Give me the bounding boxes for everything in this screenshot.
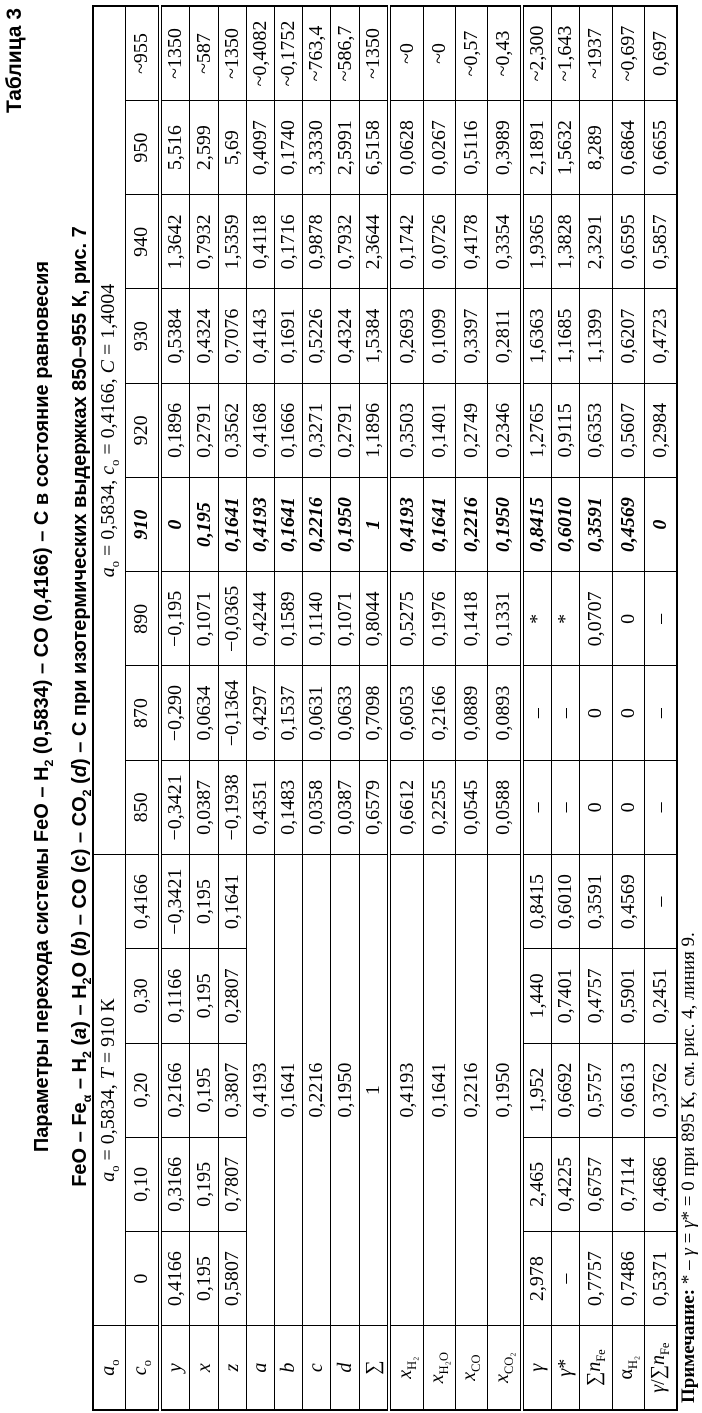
table-cell: 1,5632 [552,100,580,194]
table-cell: 0,4244 [246,572,274,666]
table-cell: 0 [612,666,644,760]
table-cell: 1,5359 [218,195,246,289]
table-cell: 0,5116 [455,100,487,194]
table-cell: 1,1896 [359,383,389,477]
table-cell: ~0,4082 [246,6,274,100]
table-cell: 0,4757 [580,949,612,1043]
table-cell: 2,465 [522,1137,552,1231]
merged-cell: 1 [359,854,389,1325]
table-cell: 0,2451 [644,949,677,1043]
table-cell: 0,5371 [644,1232,677,1326]
table-cell: 0,2807 [218,949,246,1043]
table-cell: 0,2166 [423,666,455,760]
column-header: 0,4166 [126,854,160,948]
table-cell: 0,1716 [275,195,303,289]
row-label-x-CO: $x_{CO}$ [455,1326,487,1410]
table-cell: 0,6579 [359,760,389,854]
table-row-gamma-over-sum-n-Fe [644,6,677,1410]
table-cell: 8,289 [580,100,612,194]
table-cell: 0,3591 [580,854,612,948]
table-row-x [190,6,218,1410]
table-cell: – [644,666,677,760]
table-cell: 0,1641 [218,854,246,948]
table-cell: 0,2216 [303,477,331,571]
table-cell: 2,5991 [331,100,359,194]
column-header: 890 [126,572,160,666]
table-row-b [275,6,303,1410]
data-table [92,5,678,1411]
table-cell: −0,3421 [160,760,190,854]
table-cell: 0,1896 [160,383,190,477]
row-label-c0: $c_o$ [126,1326,160,1410]
header-row-groups [93,6,126,1410]
table-cell: 0,1071 [331,572,359,666]
table-row-x-CO [455,6,487,1410]
table-row-sum [359,6,389,1410]
table-cell: 0,0628 [389,100,423,194]
table-title-line1: Параметры перехода системы FeO – $H_2$ (0,5834) – CO (0,4166) – C в состояние равновесия [31,260,56,1153]
group2-header: $a_o = 0,5834$, $c_o = 0,4166$, C = 1,4004 [93,6,126,854]
table-cell: 0,1976 [423,572,455,666]
table-cell: 0,7932 [190,195,218,289]
table-cell: 1,5384 [359,289,389,383]
table-cell: ~1350 [218,6,246,100]
table-cell: 0,6595 [612,195,644,289]
row-label-x-H2: $x_{H_2}$ [389,1326,423,1410]
table-cell: 0,1483 [275,760,303,854]
merged-cell: 0,1641 [423,854,455,1325]
table-cell: 0,2811 [488,289,522,383]
table-cell: – [552,1232,580,1326]
table-row-c [303,6,331,1410]
table-cell: ~0,43 [488,6,522,100]
table-cell: −0,0365 [218,572,246,666]
table-cell: 0,3503 [389,383,423,477]
table-cell: 0,0633 [331,666,359,760]
table-cell: 0,195 [190,854,218,948]
table-cell: 0,1641 [218,477,246,571]
table-cell: 0,5807 [218,1232,246,1326]
table-row-alpha-H2 [612,6,644,1410]
table-cell: * [522,572,552,666]
header-row-columns [126,6,160,1410]
merged-cell: 0,2216 [303,854,331,1325]
table-cell: 0,1742 [389,195,423,289]
table-cell: 0,4118 [246,195,274,289]
table-cell: 3,3330 [303,100,331,194]
column-header: 0,20 [126,1043,160,1137]
table-cell: 0,7401 [552,949,580,1043]
table-cell: 0,3591 [580,477,612,571]
table-footnote: Примечание: * – γ = γ* = 0 при 895 К, см. рис. 4, линия 9. [678,932,699,1403]
table-cell: 1,2765 [522,383,552,477]
table-row-a [246,6,274,1410]
table-cell: 0,0889 [455,666,487,760]
table-cell: 0,0634 [190,666,218,760]
table-cell: 0,6207 [612,289,644,383]
table-cell: 0,0387 [331,760,359,854]
table-cell: 0,1589 [275,572,303,666]
table-cell: 1,1399 [580,289,612,383]
table-cell: * [552,572,580,666]
table-cell: 0,4225 [552,1137,580,1231]
table-cell: 0,7807 [218,1137,246,1231]
table-cell: 0,3807 [218,1043,246,1137]
table-cell: 0,0387 [190,760,218,854]
table-cell: ~586,7 [331,6,359,100]
table-cell: – [552,760,580,854]
table-cell: 0,195 [190,477,218,571]
table-cell: 1,6363 [522,289,552,383]
table-cell: 0,8044 [359,572,389,666]
table-cell: 1,9365 [522,195,552,289]
table-cell: 0,1140 [303,572,331,666]
table-cell: – [552,666,580,760]
table-cell: – [644,760,677,854]
table-cell: 0,1950 [331,477,359,571]
table-cell: 2,1891 [522,100,552,194]
table-cell: 0,4297 [246,666,274,760]
table-cell: 0,5275 [389,572,423,666]
table-cell: 0,3562 [218,383,246,477]
table-cell: 0 [160,477,190,571]
table-cell: 0,4351 [246,760,274,854]
table-cell: 1,1685 [552,289,580,383]
table-cell: 0,5384 [160,289,190,383]
table-cell: ~763,4 [303,6,331,100]
table-cell: 1,3642 [160,195,190,289]
table-cell: 0,0358 [303,760,331,854]
table-row-d [331,6,359,1410]
table-cell: ~2,300 [522,6,552,100]
table-cell: 0,1331 [488,572,522,666]
table-cell: – [644,572,677,666]
table-cell: −0,1938 [218,760,246,854]
table-cell: 0,3271 [303,383,331,477]
table-cell: 0,195 [190,1232,218,1326]
row-label-sum: ∑ [359,1326,389,1410]
table-cell: 0,2984 [644,383,677,477]
table-cell: 0,4168 [246,383,274,477]
table-cell: 0,1166 [160,949,190,1043]
group1-header: $a_o = 0,5834$, T = 910 К [93,854,126,1325]
table-cell: 0,4193 [389,477,423,571]
table-cell: 0,0588 [488,760,522,854]
table-cell: 0,0893 [488,666,522,760]
table-cell: 0,1950 [488,477,522,571]
row-label-x-H2O: $x_{H_2O}$ [423,1326,455,1410]
table-cell: 0,697 [644,6,677,100]
table-cell: 0,2749 [455,383,487,477]
table-cell: 0,6053 [389,666,423,760]
table-cell: 0,0707 [580,572,612,666]
table-cell: 0,1641 [275,477,303,571]
column-header: ~955 [126,6,160,100]
table-cell: −0,3421 [160,854,190,948]
table-cell: 0,2166 [160,1043,190,1137]
column-header: 940 [126,195,160,289]
merged-cell: 0,4193 [246,854,274,1325]
table-cell: 0 [580,666,612,760]
table-cell: 0,5857 [644,195,677,289]
table-cell: 0,4723 [644,289,677,383]
table-cell: 0,4324 [331,289,359,383]
table-row-z [218,6,246,1410]
table-cell: 5,69 [218,100,246,194]
table-cell: 0 [612,572,644,666]
table-cell: 0,4178 [455,195,487,289]
table-cell: 0,6864 [612,100,644,194]
row-label-c: c [303,1326,331,1410]
table-cell: 0,1537 [275,666,303,760]
table-cell: 0,4686 [644,1137,677,1231]
table-row-gamma-star [552,6,580,1410]
table-number-label: Таблица 3 [3,8,26,114]
row-label-gamma-star: γ* [552,1326,580,1410]
table-cell: 0,1418 [455,572,487,666]
table-row-y [160,6,190,1410]
table-cell: 0,3354 [488,195,522,289]
table-cell: 1,3828 [552,195,580,289]
table-cell: 0,7114 [612,1137,644,1231]
table-cell: −0,195 [160,572,190,666]
column-header: 870 [126,666,160,760]
table-cell: 0,7076 [218,289,246,383]
row-label-a0: $a_o$ [93,1326,126,1410]
merged-cell: 0,1950 [331,854,359,1325]
column-header: 930 [126,289,160,383]
table-cell: 0,0267 [423,100,455,194]
column-header: 950 [126,100,160,194]
table-cell: −0,1364 [218,666,246,760]
row-label-a: a [246,1326,274,1410]
table-cell: 0,0631 [303,666,331,760]
row-label-gamma-over-sum-n-Fe: $\gamma/\sum n_{Fe}$ [644,1326,677,1410]
table-cell: 0 [644,477,677,571]
table-cell: – [644,854,677,948]
merged-cell: 0,1641 [275,854,303,1325]
table-cell: 0,1401 [423,383,455,477]
table-cell: ~1,643 [552,6,580,100]
table-cell: 0,2693 [389,289,423,383]
column-header: 0 [126,1232,160,1326]
table-cell: ~0,1752 [275,6,303,100]
merged-cell: 0,1950 [488,854,522,1325]
table-cell: 0,195 [190,1043,218,1137]
table-cell: 0,7486 [612,1232,644,1326]
table-cell: 0,2255 [423,760,455,854]
row-label-y: y [160,1326,190,1410]
table-cell: ~0 [389,6,423,100]
table-cell: 1,952 [522,1043,552,1137]
table-cell: ~0 [423,6,455,100]
table-cell: ~0,57 [455,6,487,100]
table-cell: 0,6010 [552,477,580,571]
table-cell: ~587 [190,6,218,100]
table-cell: 0,2216 [455,477,487,571]
table-cell: 0,3397 [455,289,487,383]
row-label-alpha-H2: $\alpha_{H_2}$ [612,1326,644,1410]
table-cell: 0,7098 [359,666,389,760]
row-label-b: b [275,1326,303,1410]
table-cell: – [522,760,552,854]
table-cell: 0,1071 [190,572,218,666]
row-label-gamma: γ [522,1326,552,1410]
column-header: 910 [126,477,160,571]
table-cell: 2,599 [190,100,218,194]
table-row-x-H2O [423,6,455,1410]
table-cell: 0,4166 [160,1232,190,1326]
table-cell: ~1937 [580,6,612,100]
table-cell: 0,3762 [644,1043,677,1137]
table-cell: 0,2791 [331,383,359,477]
table-cell: −0,290 [160,666,190,760]
table-row-sum-n-Fe [580,6,612,1410]
table-cell: 0,5226 [303,289,331,383]
column-header: 850 [126,760,160,854]
table-cell: 0,1099 [423,289,455,383]
row-label-x-CO2: $x_{CO_2}$ [488,1326,522,1410]
table-cell: 0,1691 [275,289,303,383]
table-cell: 0,1740 [275,100,303,194]
table-cell: 0,5607 [612,383,644,477]
table-cell: 0,4569 [612,854,644,948]
table-cell: 0,9115 [552,383,580,477]
table-cell: 0,2791 [190,383,218,477]
table-cell: 2,3644 [359,195,389,289]
table-cell: 0 [580,760,612,854]
table-cell: ~1350 [359,6,389,100]
table-row-x-CO2 [488,6,522,1410]
table-cell: – [522,666,552,760]
table-cell: 0,4193 [246,477,274,571]
table-cell: 0,0726 [423,195,455,289]
table-cell: 2,978 [522,1232,552,1326]
table-cell: 0,4097 [246,100,274,194]
table-cell: 0,6353 [580,383,612,477]
table-cell: 0,5757 [580,1043,612,1137]
table-cell: 0,8415 [522,477,552,571]
table-cell: 0 [612,760,644,854]
table-cell: 0,6612 [389,760,423,854]
row-label-x: x [190,1326,218,1410]
table-cell: 0,195 [190,1137,218,1231]
table-cell: 0,1666 [275,383,303,477]
column-header: 920 [126,383,160,477]
table-cell: ~1350 [160,6,190,100]
table-cell: 0,6010 [552,854,580,948]
table-cell: 0,195 [190,949,218,1043]
table-cell: 0,3166 [160,1137,190,1231]
table-cell: 0,8415 [522,854,552,948]
table-cell: 0,4143 [246,289,274,383]
table-cell: 0,0545 [455,760,487,854]
table-cell: 6,5158 [359,100,389,194]
table-cell: 0,9878 [303,195,331,289]
column-header: 0,10 [126,1137,160,1231]
table-cell: 0,6613 [612,1043,644,1137]
row-label-z: z [218,1326,246,1410]
table-cell: 0,7757 [580,1232,612,1326]
table-title-line2: FeO – $Fe_\alpha - H_2$ $(a) - H_2O$ (b) – CO $(c) - CO_2$ (d) – C при изотермических выдержках 850–955 К, рис. 7 [69,226,94,1187]
table-cell: 0,7932 [331,195,359,289]
table-cell: 0,4324 [190,289,218,383]
merged-cell: 0,2216 [455,854,487,1325]
row-label-sum-n-Fe: $\sum n_{Fe}$ [580,1326,612,1410]
row-label-d: d [331,1326,359,1410]
table-cell: 0,2346 [488,383,522,477]
table-cell: 2,3291 [580,195,612,289]
table-row-x-H2 [389,6,423,1410]
table-cell: 0,6757 [580,1137,612,1231]
table-cell: ~0,697 [612,6,644,100]
table-row-gamma [522,6,552,1410]
table-cell: 1 [359,477,389,571]
table-cell: 5,516 [160,100,190,194]
table-cell: 0,1641 [423,477,455,571]
column-header: 0,30 [126,949,160,1043]
table-cell: 0,5901 [612,949,644,1043]
table-cell: 0,3989 [488,100,522,194]
table-cell: 0,6655 [644,100,677,194]
merged-cell: 0,4193 [389,854,423,1325]
table-cell: 0,6692 [552,1043,580,1137]
table-cell: 1,440 [522,949,552,1043]
table-cell: 0,4569 [612,477,644,571]
